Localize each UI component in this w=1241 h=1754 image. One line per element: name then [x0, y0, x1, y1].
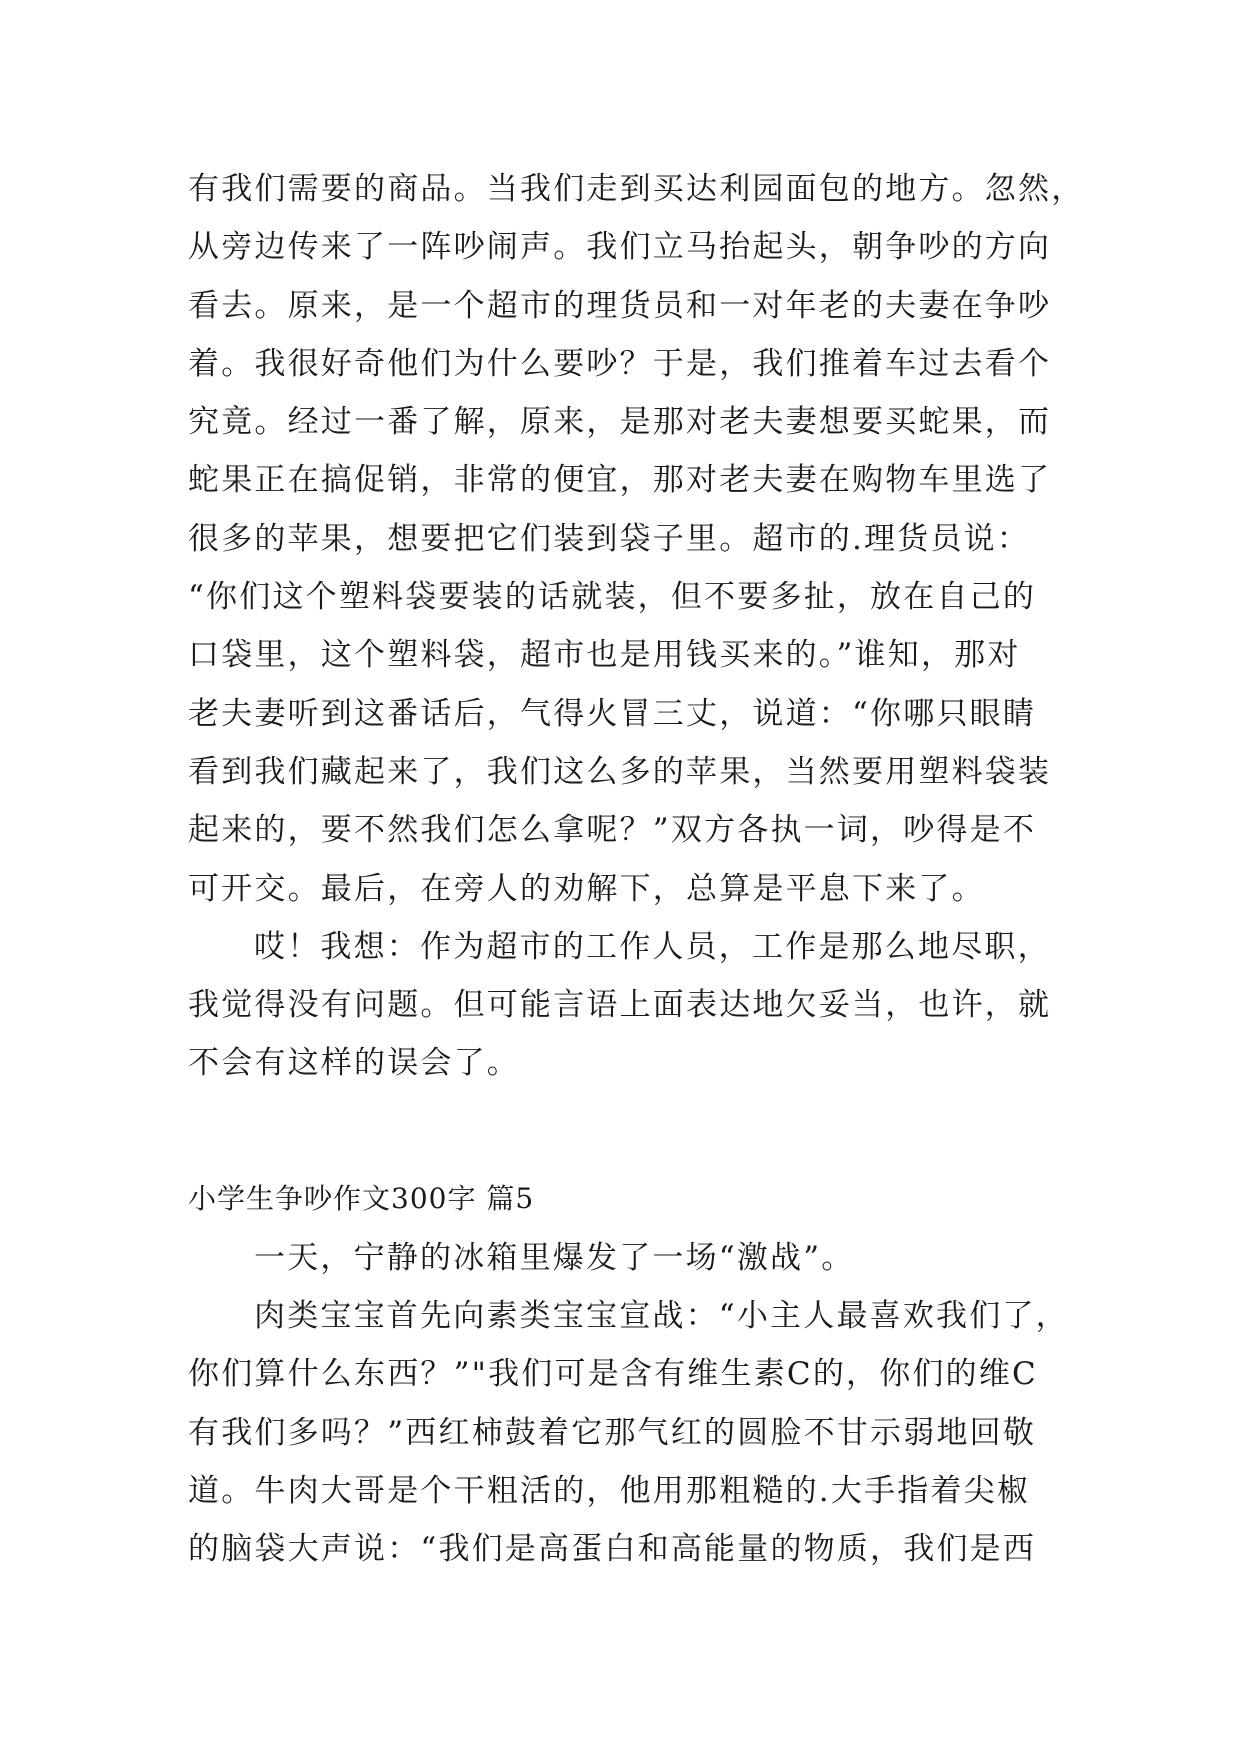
paragraph-4 [188, 1287, 1068, 1578]
text-line: 老夫妻听到这番话后，气得火冒三丈，说道：“你哪只眼睛 [188, 695, 1037, 732]
text-line: 有我们多吗？”西红柿鼓着它那气红的圆脸不甘示弱地回敬 [188, 1414, 1037, 1451]
text-line: 哎！我想：作为超市的工作人员，工作是那么地尽职， [254, 928, 1051, 965]
text-line: 可开交。最后，在旁人的劝解下，总算是平息下来了。 [188, 870, 985, 907]
section-gap [188, 1093, 1068, 1169]
text-line: 看去。原来，是一个超市的理货员和一对年老的夫妻在争吵 [188, 287, 1052, 324]
text-line: 究竟。经过一番了解，原来，是那对老夫妻想要买蛇果，而 [188, 404, 1052, 441]
text-line: 很多的苹果，想要把它们装到袋子里。超市的.理货员说： [188, 520, 1031, 557]
document-page [188, 160, 1085, 1579]
text-line: 蛇果正在搞促销，非常的便宜，那对老夫妻在购物车里选了 [188, 462, 1052, 499]
text-line: 一天，宁静的冰箱里爆发了一场“激战”。 [254, 1239, 855, 1276]
text-line: 有我们需要的商品。当我们走到买达利园面包的地方。忽然， [188, 171, 1085, 207]
text-line: 口袋里，这个塑料袋，超市也是用钱买来的。”谁知，那对 [188, 637, 1021, 674]
text-line: 看到我们藏起来了，我们这么多的苹果，当然要用塑料袋装 [188, 753, 1052, 790]
paragraph-2 [188, 918, 1068, 1093]
text-line: 我觉得没有问题。但可能言语上面表达地欠妥当，也许，就 [188, 987, 1052, 1024]
text-line: 你们算什么东西？”"我们可是含有维生素C的，你们的维C [188, 1356, 1038, 1393]
text-line: 肉类宝宝首先向素类宝宝宣战：“小主人最喜欢我们了， [254, 1298, 1069, 1335]
text-line: “你们这个塑料袋要装的话就装，但不要多扯，放在自己的 [188, 579, 1037, 616]
section-heading: 小学生争吵作文300字 篇5 [188, 1181, 535, 1215]
text-line: 起来的，要不然我们怎么拿呢？”双方各执一词，吵得是不 [188, 812, 1037, 849]
text-line: 从旁边传来了一阵吵闹声。我们立马抬起头，朝争吵的方向 [188, 229, 1052, 266]
text-line: 不会有这样的误会了。 [188, 1045, 520, 1082]
text-line: 的脑袋大声说：“我们是高蛋白和高能量的物质，我们是西 [188, 1531, 1037, 1568]
text-line: 道。牛肉大哥是个干粗活的，他用那粗糙的.大手指着尖椒 [188, 1472, 1031, 1509]
text-line: 着。我很好奇他们为什么要吵？于是，我们推着车过去看个 [188, 345, 1052, 382]
paragraph-1 [188, 160, 1085, 918]
paragraph-3 [188, 1229, 1068, 1287]
